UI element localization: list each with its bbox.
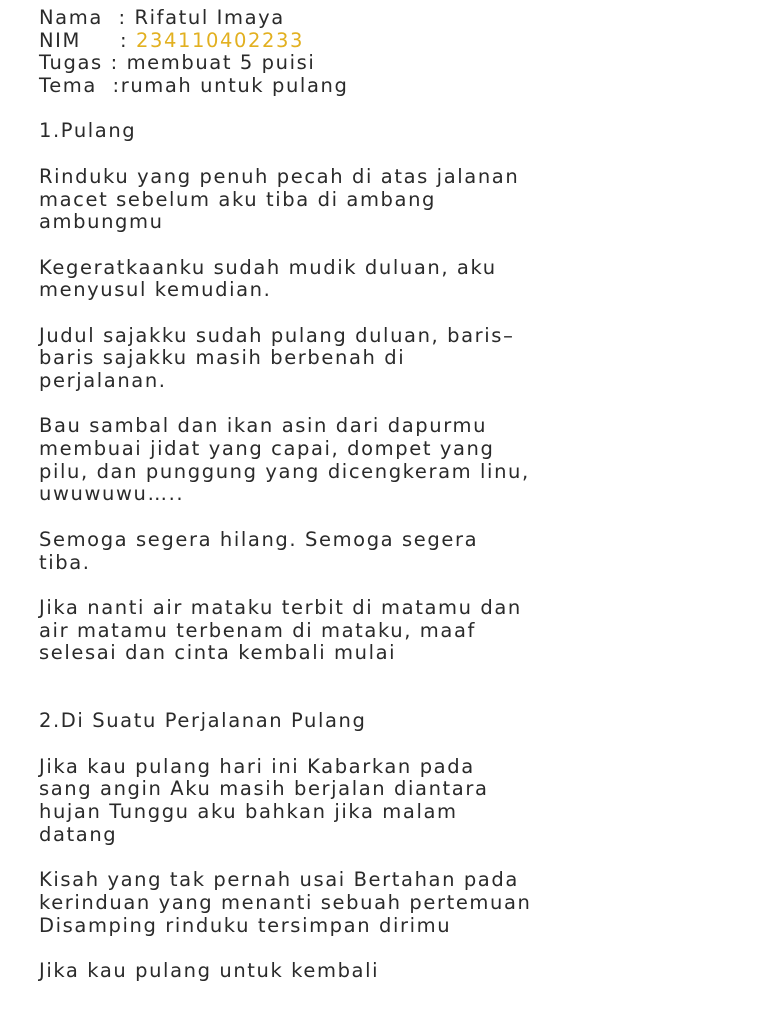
poem-2-title: 2.Di Suatu Perjalanan Pulang [39, 709, 367, 733]
poem-line: tiba. [39, 550, 91, 574]
poem-line: datang [39, 822, 118, 846]
nim-line [39, 30, 754, 53]
poem-1-stanza-3 [39, 325, 754, 393]
poem-2-stanza-3 [39, 960, 754, 983]
poem-line: kerinduan yang menanti sebuah pertemuan [39, 890, 532, 914]
poem-line: Disamping rinduku tersimpan dirimu [39, 913, 452, 937]
poem-1-stanza-5 [39, 529, 754, 574]
poem-line: pilu, dan punggung yang dicengkeram linu, [39, 459, 530, 483]
poem-line: Jika kau pulang untuk kembali [39, 958, 380, 982]
poem-1-stanza-4 [39, 415, 754, 506]
poem-line: Kegeratkaanku sudah mudik duluan, aku [39, 255, 497, 279]
poem-line: perjalanan. [39, 369, 167, 392]
poem-line: baris sajakku masih berbenah di [39, 346, 406, 370]
poem-line: uwuwuwu….. [39, 482, 185, 506]
poem-1-stanza-2 [39, 257, 754, 302]
poem-line: Jika nanti air mataku terbit di matamu dan [39, 595, 522, 619]
assignment-line: Tugas : membuat 5 puisi [39, 51, 316, 75]
poem-line: ambungmu [39, 210, 164, 234]
name-line [39, 7, 754, 30]
poem-line: Jika kau pulang hari ini Kabarkan pada [39, 754, 475, 778]
poem-line: macet sebelum aku tiba di ambang [39, 187, 437, 211]
theme-line: Tema :rumah untuk pulang [39, 74, 349, 98]
poem-line: sang angin Aku masih berjalan diantara [39, 777, 489, 801]
poem-line: Rinduku yang penuh pecah di atas jalanan [39, 164, 520, 188]
nim-value: 234110402233 [135, 28, 305, 52]
poem-line: Semoga segera hilang. Semoga segera [39, 527, 479, 551]
poem-line: Kisah yang tak pernah usai Bertahan pada [39, 868, 519, 892]
poem-line: Bau sambal dan ikan asin dari dapurmu [39, 414, 488, 438]
poem-2-stanza-2 [39, 869, 754, 937]
poem-line: Judul sajakku sudah pulang duluan, baris– [39, 323, 515, 347]
name-value: Rifatul Imaya [134, 6, 285, 29]
poem-line: menyusul kemudian. [39, 278, 272, 302]
poem-1-stanza-6 [39, 597, 754, 665]
name-label: Nama : [39, 6, 135, 29]
poem-2-stanza-1 [39, 756, 754, 847]
poem-line: membuai jidat yang capai, dompet yang [39, 437, 495, 461]
poem-1-title: 1.Pulang [39, 119, 137, 143]
poem-line: air matamu terbenam di mataku, maaf [39, 618, 476, 642]
document-body [39, 7, 754, 983]
poem-line: hujan Tunggu aku bahkan jika malam [39, 800, 458, 824]
poem-line: selesai dan cinta kembali mulai [39, 641, 397, 665]
nim-label: NIM : [39, 28, 136, 52]
poem-1-stanza-1 [39, 166, 754, 234]
